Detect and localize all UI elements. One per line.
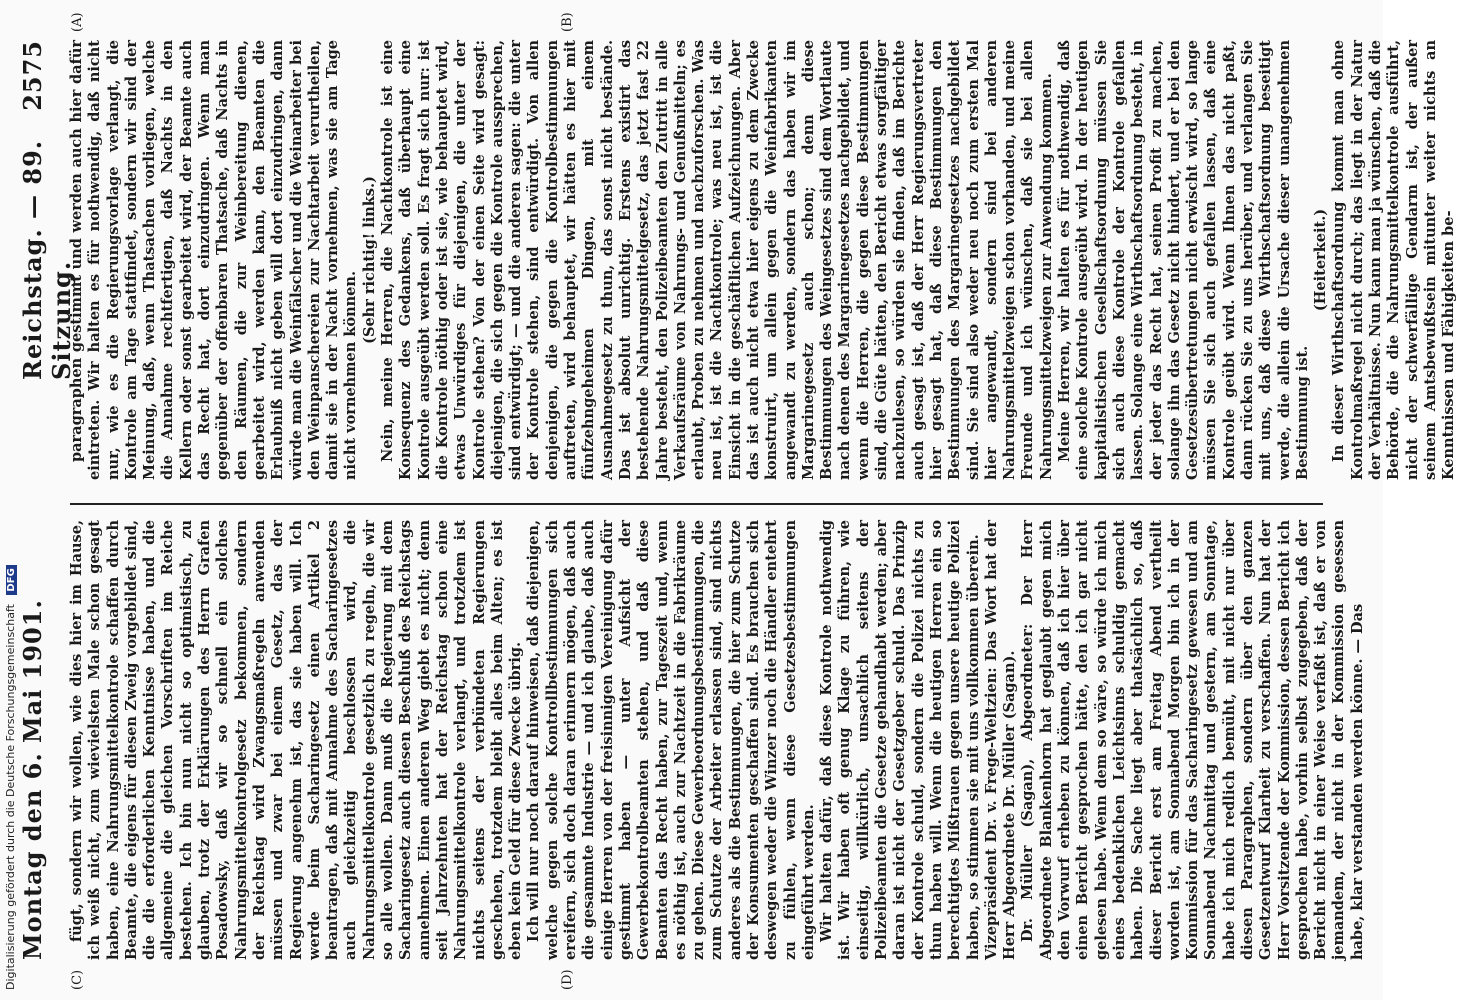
margin-marker-c: (C) xyxy=(70,969,85,990)
digitization-credit: Digitalisierung gefördert durch die Deutsche Forschungsgemeinschaft xyxy=(4,604,17,990)
right-column-paragraph: (Heiterkeit.) xyxy=(1312,208,1330,312)
page-number: 2575 xyxy=(18,40,47,111)
left-column-paragraph: Dr. Müller (Sagan), Abgeordneter: Der Herr Abgeordnete Blankenhorn hat geglaubt gegen mich den Vorwurf erheben zu können, daß ich hier über einen Bericht gesprochen hätte, den ich gar nicht gelesen habe. Wenn dem so wäre, so würde ich mich eines bedenklichen Leichtsinns schuldig gemacht haben. Die Sache liegt aber thatsächlich so, daß dieser Bericht erst am Freitag Abend vertheilt worden ist, am Sonnabend Morgen bin ich in der Kommission für das Sacharingesetz gewesen und am Sonnabend Nachmittag und gestern, am Sonntage, habe ich mich redlich bemüht, mit nicht nur über diesen Paragraphen, sondern über den ganzen Gesetzentwurf Klarheit zu verschaffen. Nun hat der Herr Vorsitzende der Kommission, dessen Bericht ich gesprochen habe, vorhin selbst zugegeben, daß der Bericht nicht in einer Weise verfaßt ist, daß er von jemandem, der nicht in der Kommission gesessen habe, klar verstanden werden könne. — Das xyxy=(1019,520,1366,960)
right-column-paragraph: (Sehr richtig! links.) xyxy=(360,176,378,344)
right-column-paragraph: paragraphen gestimmt und werden auch hier dafür eintreten. Wir halten es für nothwendig, daß nicht nur, wie es die Regierungsvorlage verlangt, die Kontrole am Tage stattfindet, sondern wir sind der Meinung, daß, wenn Thatsachen vorliegen, welche die Annahme rechtfertigen, daß Nachts in den Kellern oder sonst gearbeitet wird, der Beamte auch das Recht hat, dort einzudringen. Wenn man gegenüber der offenbaren Thatsache, daß Nachts in den Räumen, die zur Weinbereitung dienen, gearbeitet wird, werden kann, den Beamten die Erlaubniß nicht geben will dort einzudringen, dann würde man die Weinfälscher und die Weinarbeiter bei den Weinpanschereien zur Nachtarbeit verurtheilen, damit sie in der Nacht vornehmen, was sie am Tage nicht vornehmen können. xyxy=(68,40,360,480)
left-column-paragraph: Vizepräsident Dr. v. Frege-Weltzien: Das Wort hat der Herr Abgeordnete Dr. Müller (Sagan). xyxy=(982,520,1019,960)
margin-marker-d: (D) xyxy=(560,969,575,990)
column-divider xyxy=(70,503,1323,505)
footer-strip xyxy=(0,0,30,1000)
margin-marker-a: (A) xyxy=(70,12,85,32)
dfg-logo: DFG xyxy=(6,565,17,594)
left-column-paragraph: fügt, sondern wir wollen, wie dies hier im Hause, ich weiß nicht, zum wievielsten Male schon gesagt haben, eine Nahrungsmittelkontrole schaffen durch Beamte, die eigens für diesen Zweig vorgebildet sind, die die erforderlichen Kenntnisse haben, und die allgemeine die gleichen Vorschriften im Reiche bestehen. Ich bin nun nicht so optimistisch, zu glauben, trotz der Erklärungen des Herrn Grafen Posadowsky, daß wir so schnell ein solches Nahrungsmittelkontrolgesetz bekommen, sondern der Reichstag wird Zwangsmaßregeln anwenden müssen und zwar bei einem Gesetz, das der Regierung angenehm ist, das sie haben will. Ich werde beim Sacharingesetz einen Artikel 2 beantragen, daß mit Annahme des Sacharingesetzes auch gleichzeitig beschlossen wird, die Nahrungsmittelkontrole gesetzlich zu regeln, die wir so alle wollen. Dann muß die Regierung mit dem Sacharingesetz auch diesen Beschluß des Reichstags annehmen. Einen anderen Weg giebt es nicht; denn seit Jahrzehnten hat der Reichstag schon eine Nahrungsmittelkontrole verlangt, und trotzdem ist nichts seitens der verbündeten Regierungen geschehen, trotzdem bleibt alles beim Alten; es ist eben kein Geld für diese Zwecke übrig. xyxy=(68,520,525,960)
right-column-paragraph: In dieser Wirthschaftsordnung kommt man ohne Kontrolmaßregel nicht durch; das liegt in der Natur der Verhältnisse. Nun kann man ja wünschen, daß die Behörde, die die Nahrungsmittelkontrole ausführt, nicht der schwerfällige Gendarm ist, der außer seinem Amtsbewußtsein mitunter weiter nichts an Kenntnissen und Fähigkeiten be- xyxy=(1330,40,1458,480)
right-column xyxy=(68,40,1458,480)
left-column-paragraph: Wir halten dafür, daß diese Kontrole nothwendig ist. Wir haben oft genug Klage zu führen, wie einseitig, willkürlich, unsachlich seitens der Polizeibeamten die Gesetze gehandhabt werden; aber daran ist nicht der Gesetzgeber schuld. Das Prinzip der Kontrole schuld, sondern die Polizei nichts zu thun haben will. Wenn die heutigen Herren ein so berechtigtes Mißtrauen gegen unsere heutige Polizei haben, so stimmen sie mit uns vollkommen überein. xyxy=(818,520,982,960)
margin-marker-b: (B) xyxy=(560,12,575,32)
left-column xyxy=(68,520,1366,960)
right-column-paragraph: Nein, meine Herren, die Nachtkontrole ist eine Konsequenz des Gedankens, daß überhaupt eine Kontrole ausgeübt werden soll. Es fragt sich nur: ist die Kontrole nöthig oder ist sie, wie behauptet wird, etwas Unwürdiges für diejenigen, die unter der Kontrole stehen? Von der einen Seite wird gesagt: diejenigen, die sich gegen die Kontrole aussprechen, sind entwürdigt; — und die anderen sagen: die unter der Kontrole stehen, sind entwürdigt. Von allen denjenigen, die gegen die Kontrolbestimmungen auftreten, wird behauptet, wir hätten es hier mit fünfzehngeheimen Dingen, mit einem Ausnahmegesetz zu thun, das sonst nicht bestände. Das ist absolut unrichtig. Erstens existirt das bestehende Nahrungsmittelgesetz, das jetzt fast 22 Jahre besteht, den Polizeibeamten den Zutritt in alle Verkaufsräume von Nahrungs- und Genußmitteln; es erlaubt, Proben zu nehmen und nachzuforschen. Was neu ist, ist die Nachtkontrole; was neu ist, ist die Einsicht in die geschäftlichen Aufzeichnungen. Aber das ist auch nicht etwa hier eigens zu dem Zwecke konstruirt, um allein gegen die Weinfabrikanten angewandt zu werden, sondern das haben wir im Margarinegesetz auch schon; denn diese Bestimmungen des Weingesetzes sind dem Wortlaute nach denen des Margarinegesetzes nachgebildet, und wenn die Herren, die gegen diese Bestimmungen sind, die Güte hätten, den Bericht etwas sorgfältiger nachzulesen, so würden sie finden, daß im Berichte auch gesagt ist, daß der Herr Regierungsvertreter hier gesagt hat, daß diese Bestimmungen den Bestimmungen des Margarinegesetzes nachgebildet sind. Sie sind also weder neu noch zum ersten Mal hier angewandt, sondern sind bei anderen Nahrungsmittelzweigen schon vorhanden, und meine Freunde und ich wünschen, daß sie bei allen Nahrungsmittelzweigen zur Anwendung kommen. xyxy=(379,40,1055,480)
left-column-paragraph: Ich will nur noch darauf hinweisen, daß diejenigen, welche gegen solche Kontrollbestimmungen sich ereifern, sich doch daran erinnern mögen, daß auch die gesammte Industrie — und ich glaube, daß auch einige Herren von der freisinnigen Vereinigung dafür gestimmt haben — unter Aufsicht der Gewerbekontrolbeamten stehen, und daß diese Beamten das Recht haben, zur Tageszeit und, wenn es nöthig ist, auch zur Nachtzeit in die Fabrikräume zu gehen. Diese Gewerbeordnungsbestimmungen, die zum Schutze der Arbeiter erlassen sind, sind nichts anderes als die Bestimmungen, die hier zum Schutze der Konsumenten geschaffen sind. Es brauchen sich deswegen weder die Winzer noch die Händler entehrt zu fühlen, wenn diese Gesetzesbestimmungen eingeführt werden. xyxy=(525,520,817,960)
right-column-paragraph: Meine Herren, wir halten es für nothwendig, daß eine solche Kontrole ausgeübt wird. In der heutigen kapitalistischen Gesellschaftsordnung müssen Sie sich auch diese Kontrole der Kontrole gefallen lassen. Solange eine Wirthschaftsordnung besteht, in der jeder das Recht hat, seinen Profit zu machen, solange ihn das Gesetz nicht hindert, und er bei den Gesetzesübertretungen nicht erwischt wird, so lange müssen Sie sich auch gefallen lassen, daß eine Kontrole geübt wird. Wenn Ihnen das nicht paßt, dann rücken Sie zu uns herüber, und verlangen Sie mit uns, daß diese Wirthschaftsordnung beseitigt werde, die allein die Ursache dieser unangenehmen Bestimmung ist. xyxy=(1056,40,1311,480)
header-date: Montag den 6. Mai 1901. xyxy=(18,599,47,960)
header-session: Reichstag. — 89. Sitzung. xyxy=(18,139,76,380)
